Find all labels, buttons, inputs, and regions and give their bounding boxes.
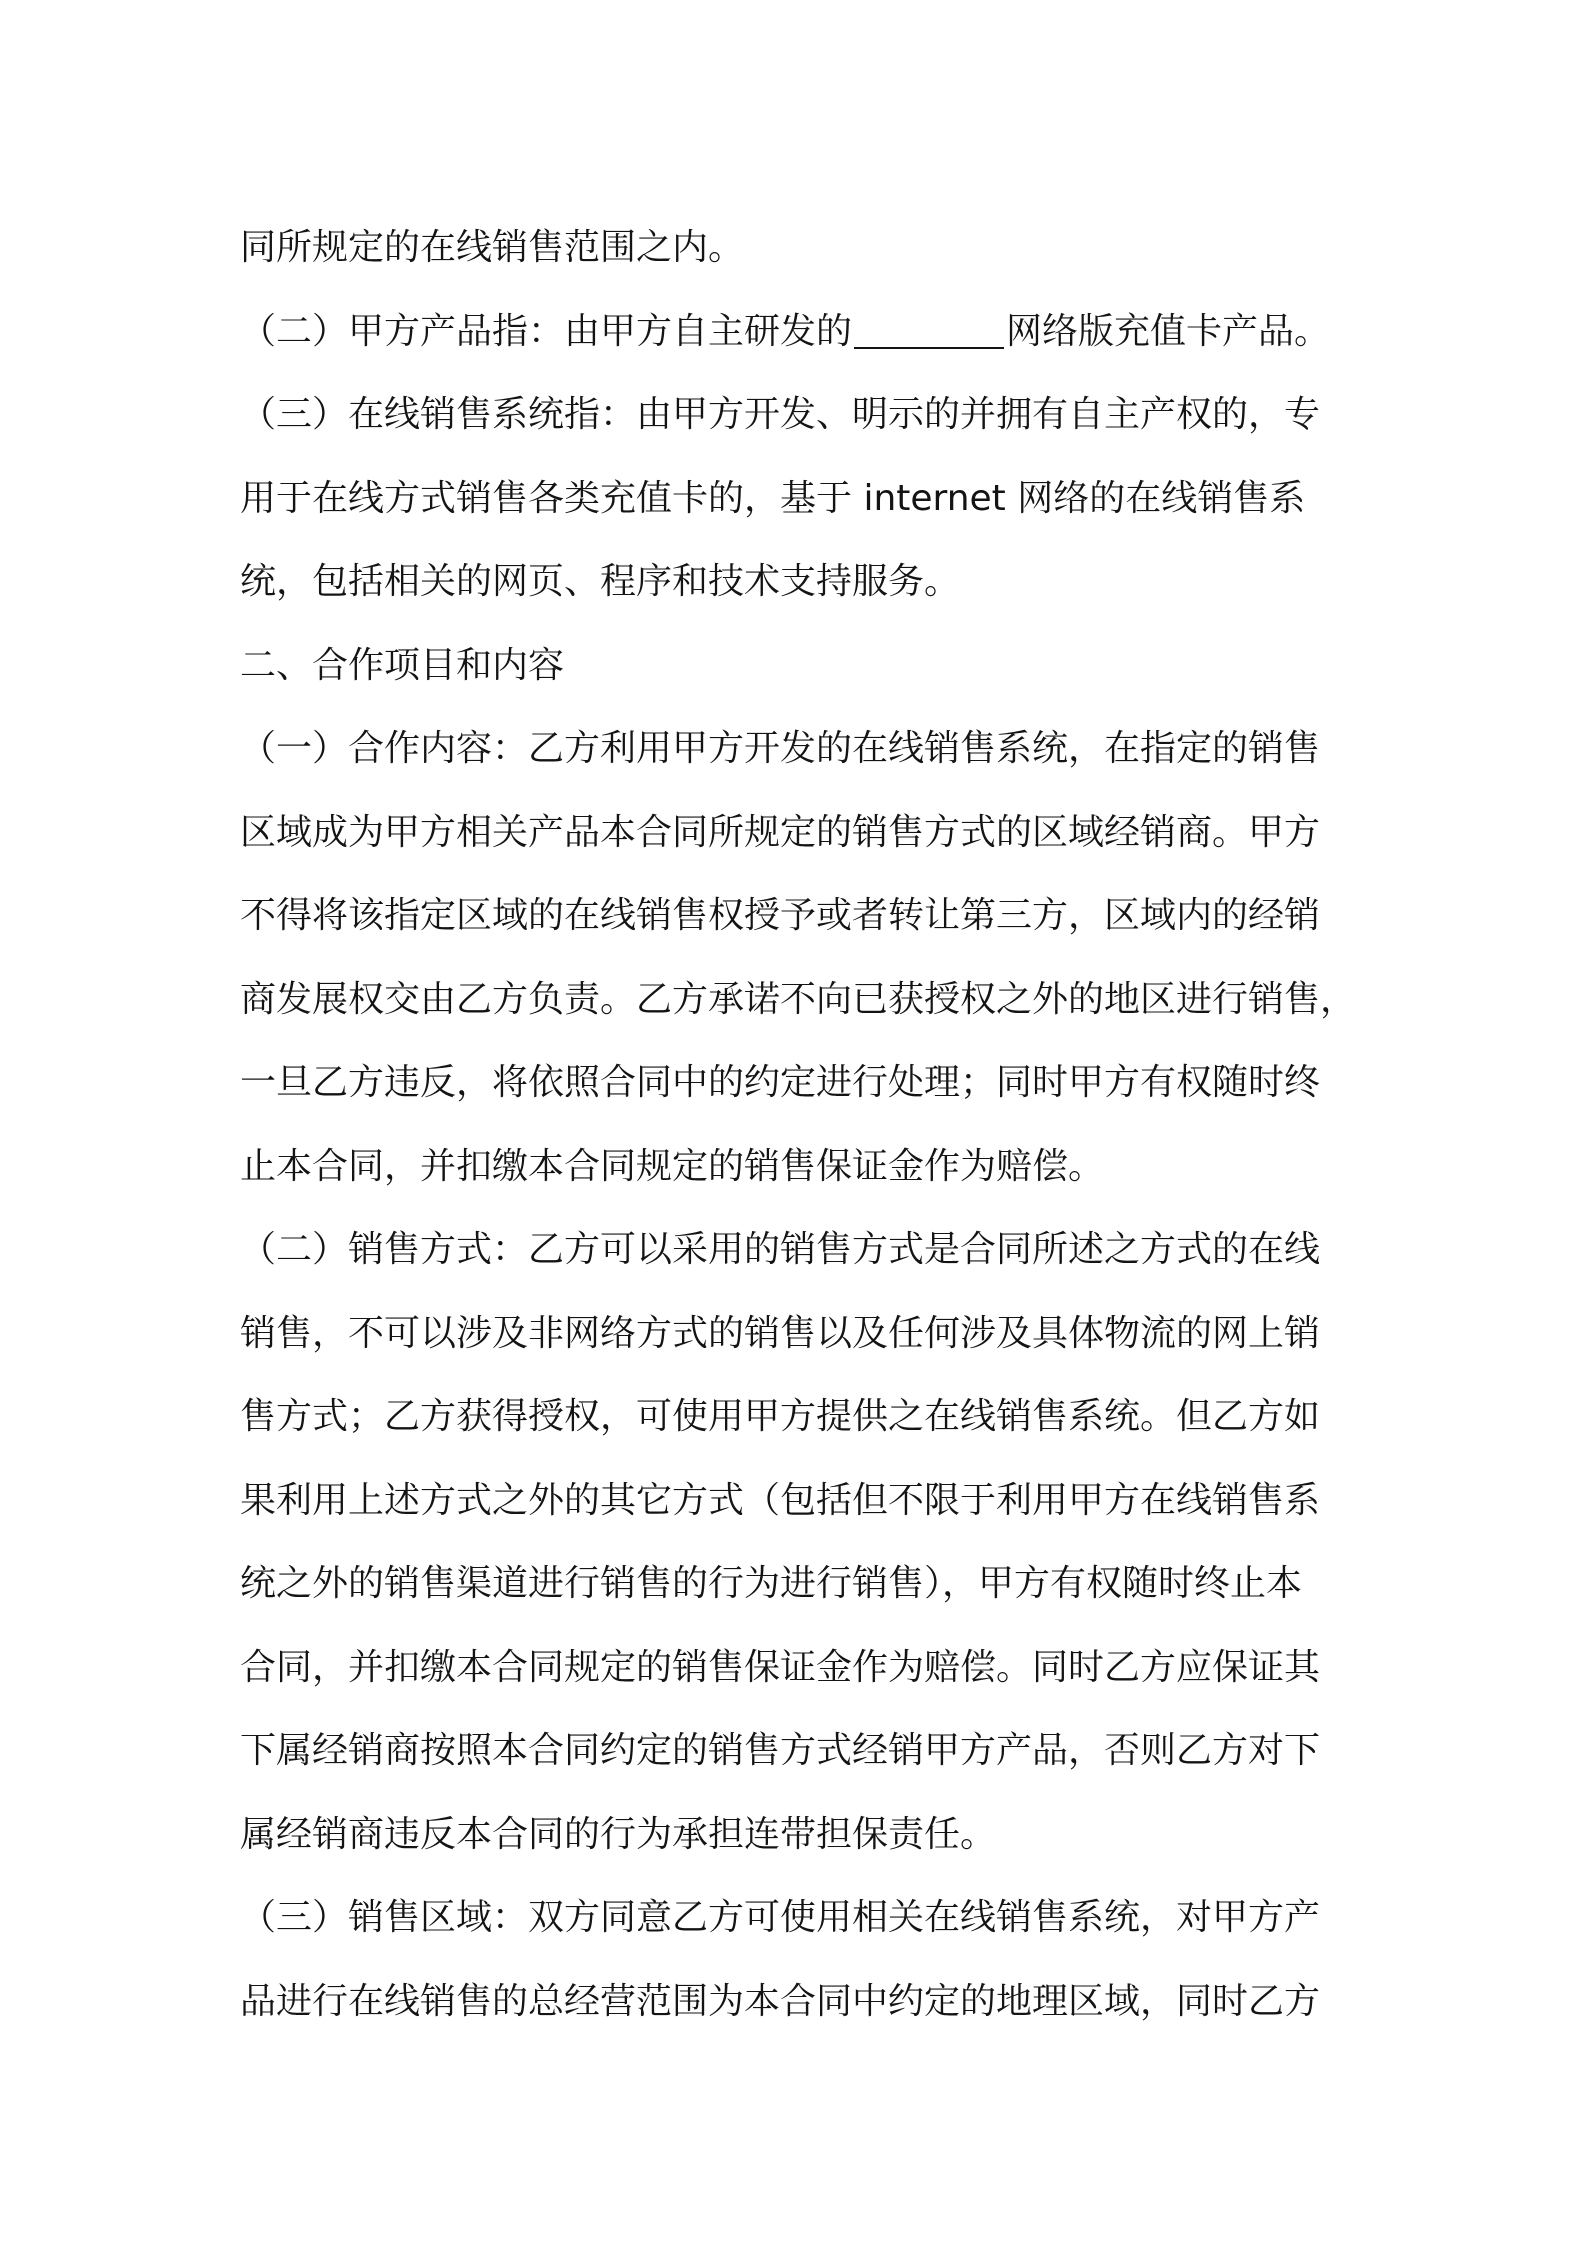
text-line: 属经销商违反本合同的行为承担连带担保责任。 — [240, 1813, 997, 1855]
text-line: （三）销售区域：双方同意乙方可使用相关在线销售系统，对甲方产 — [240, 1897, 1321, 1938]
text-line: 果利用上述方式之外的其它方式（包括但不限于利用甲方在线销售系 — [240, 1479, 1321, 1521]
text-line: 同所规定的在线销售范围之内。 — [240, 227, 745, 268]
text-line: 止本合同，并扣缴本合同规定的销售保证金作为赔偿。 — [240, 1145, 1105, 1187]
text-line: 一旦乙方违反，将依照合同中的约定进行处理；同时甲方有权随时终 — [240, 1062, 1321, 1103]
text-line — [240, 290, 1370, 374]
text-line: 区域成为甲方相关产品本合同所规定的销售方式的区域经销商。甲方 — [240, 811, 1321, 853]
text-line: 销售，不可以涉及非网络方式的销售以及任何涉及具体物流的网上销 — [240, 1312, 1321, 1354]
document-body — [240, 206, 1370, 2043]
text-line: 下属经销商按照本合同约定的销售方式经销甲方产品，否则乙方对下 — [240, 1730, 1321, 1771]
text-line: （一）合作内容：乙方利用甲方开发的在线销售系统，在指定的销售 — [240, 728, 1321, 769]
text-line: 品进行在线销售的总经营范围为本合同中约定的地理区域，同时乙方 — [240, 1980, 1321, 2022]
text-segment: 网络版充值卡产品。 — [1006, 310, 1331, 352]
text-line: 合同，并扣缴本合同规定的销售保证金作为赔偿。同时乙方应保证其 — [240, 1646, 1321, 1688]
text-line: 用于在线方式销售各类充值卡的，基于 internet 网络的在线销售系 — [240, 477, 1306, 519]
text-line: 统，包括相关的网页、程序和技术支持服务。 — [240, 561, 961, 602]
text-line: 统之外的销售渠道进行销售的行为进行销售），甲方有权随时终止本 — [240, 1563, 1303, 1604]
section-heading: 二、合作项目和内容 — [240, 644, 565, 686]
blank-fill-line — [854, 311, 1004, 349]
text-segment: （二）甲方产品指：由甲方自主研发的 — [240, 310, 853, 352]
text-line: 商发展权交由乙方负责。乙方承诺不向已获授权之外的地区进行销售， — [240, 978, 1357, 1020]
text-line: （二）销售方式：乙方可以采用的销售方式是合同所述之方式的在线 — [240, 1229, 1321, 1270]
text-line: （三）在线销售系统指：由甲方开发、明示的并拥有自主产权的，专 — [240, 394, 1321, 435]
text-line: 不得将该指定区域的在线销售权授予或者转让第三方，区域内的经销 — [240, 895, 1321, 936]
text-line: 售方式；乙方获得授权，可使用甲方提供之在线销售系统。但乙方如 — [240, 1396, 1321, 1437]
